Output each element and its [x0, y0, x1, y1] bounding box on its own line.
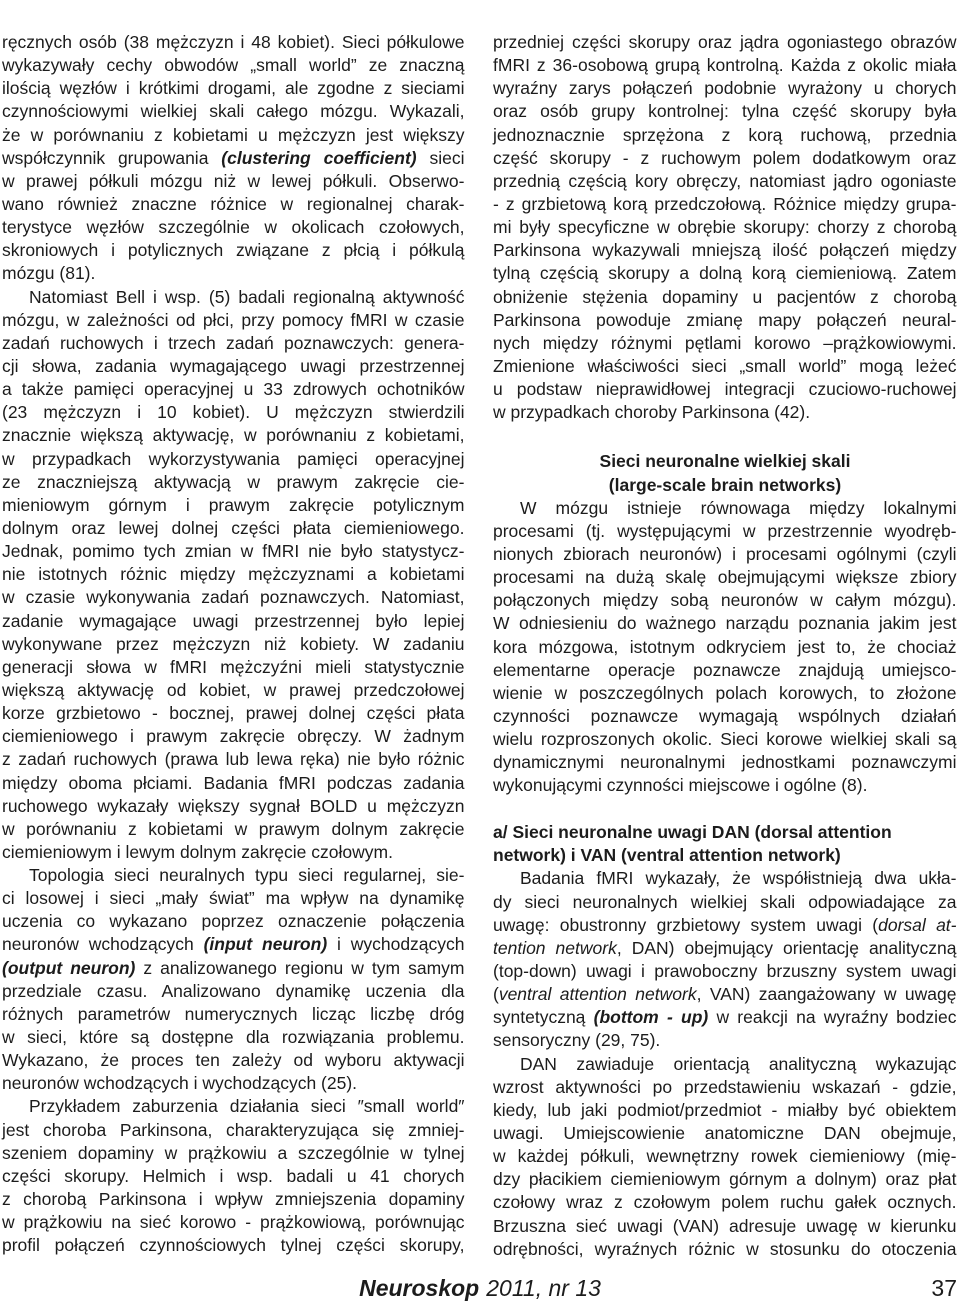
- paragraph: [2, 31, 465, 286]
- text-line: dolnym oraz lewej dolnej części płata ciemieniowego.: [2, 517, 465, 538]
- text-line: kiedy, lub jaki podmiot/przedmiot - miałby być obiektem: [493, 1099, 957, 1120]
- text-line: elementarne operacje poznawcze znajdują umiejsco-: [493, 659, 957, 680]
- text-line: Natomiast Bell i wsp. (5) badali regionalną aktywność: [29, 286, 465, 307]
- text-line: części skorupy. Helmich i wsp. badali u 41 chorych: [2, 1165, 465, 1186]
- text-line: ciemieniowym i lewym dolnym zakręcie czołowym.: [2, 841, 393, 862]
- page-footer: [0, 1274, 960, 1302]
- text-line: profil połączeń czynnościowych tylnej części skorupy,: [2, 1235, 465, 1256]
- text-line: czynności poznawcze wymagają wspólnych działań: [493, 705, 957, 726]
- text-line: w każdej półkuli, wewnętrzny rowek ciemieniowy (mię-: [493, 1146, 957, 1167]
- text-line: [493, 983, 957, 1006]
- text-line: [2, 957, 465, 980]
- journal-name: Neuroskop: [359, 1275, 480, 1301]
- text-line: w porównaniu z kobietami w prawym dolnym zakręcie: [2, 818, 465, 839]
- section-heading: [493, 450, 957, 496]
- text-line: wykazywały cechy obwodów „small world” ze znaczną: [2, 55, 465, 76]
- text-line: (23 mężczyzn i 10 kobiet). U mężczyzn stwierdzili: [2, 402, 465, 423]
- text-segment: , VAN) zaangażowany w uwagę: [696, 984, 957, 1005]
- text-line: z zadań ruchowych (prawa lub lewa ręka) nie było różnic: [2, 749, 465, 770]
- text-line: Topologia sieci neuralnych typu sieci regularnej, sie-: [29, 865, 465, 886]
- text-line: nie istotnych różnic między mężczyznami a kobietami: [2, 564, 465, 585]
- text-line: [493, 914, 957, 937]
- text-segment: neuronów wchodzących: [2, 934, 204, 955]
- text-line: że w porównaniu z kobietami u mężczyzn jest większy: [2, 124, 465, 145]
- text-line: z chorobą Parkinsona i wpływ zmniejszenia dopaminy: [2, 1189, 465, 1210]
- emphasized-term: (input neuron): [203, 934, 328, 955]
- text-line: przedziale czasu. Analizowano dynamikę uczenia dla: [2, 980, 465, 1001]
- right-column: [493, 31, 957, 1261]
- text-line: (top-down) uwagi i prawoboczny brzuszny system uwagi: [493, 961, 957, 982]
- text-line: neuronów wchodzących i wychodzących (25).: [2, 1073, 358, 1094]
- emphasized-term: (output neuron): [2, 957, 136, 978]
- text-line: wielu rozproszonych okolic. Sieci korowe wielkiej skali są: [493, 729, 957, 750]
- text-line: ze znaczniejszą aktywacją w prawym zakręcie cie-: [2, 471, 465, 492]
- text-line: wano również znaczne różnice w regionalnej charak-: [2, 193, 465, 214]
- text-line: generacji słowa w fMRI mężczyźni mieli statystycznie: [2, 656, 465, 677]
- text-line: Parkinsona wykazywali mniejszą ilość połączeń między: [493, 240, 957, 261]
- text-line: oraz osób grupy kontrolnej: tylna część skorupy była: [493, 101, 957, 122]
- text-line: zadanie wymagające uwagi przestrzennej było lepiej: [2, 610, 465, 631]
- emphasized-term: (bottom - up): [593, 1007, 709, 1028]
- text-line: zadań ruchowych i trzech zadań poznawczych: genera-: [2, 332, 465, 353]
- text-line: W mózgu istnieje równowaga między lokalnymi: [520, 497, 957, 518]
- text-line: Jednak, pomimo tych zmian w fMRI nie było statystycz-: [2, 541, 465, 562]
- text-line: uczenia co wykazano poprzez oznaczenie połączenia: [2, 911, 465, 932]
- text-line: nionych zbiorach neuronów) i procesami ogólnymi (czyli: [493, 543, 957, 564]
- text-line: cji słowa, zadania wymagającego uwagi przestrzennej: [2, 355, 465, 376]
- text-line: przedniej części skorupy oraz jądra ogoniastego obrazów: [493, 32, 957, 52]
- text-line: większą aktywację od kobiet, w prawej przedczołowej: [2, 679, 465, 700]
- text-line: przednią częścią kory obręczy, natomiast jądro ogoniaste: [493, 170, 957, 191]
- heading-line: (large-scale brain networks): [608, 474, 842, 495]
- text-line: ci losowej i sieci „mały świat” ma wpływ na dynamikę: [2, 888, 465, 909]
- text-line: W odniesieniu do ważnego narządu poznania jakim jest: [493, 613, 957, 634]
- text-line: dzy płacikiem ciemieniowym górnym a dolnym) oraz płat: [493, 1169, 957, 1190]
- text-line: DAN zawiaduje orientacją analityczną wykazując: [520, 1053, 957, 1074]
- text-line: ciemieniowego i prawym zakręcie obręczy. W żadnym: [2, 726, 465, 747]
- text-line: [2, 933, 465, 956]
- text-segment: współczynnik grupowania: [2, 147, 222, 168]
- text-line: - z grzbietową korą przedczołową. Różnice między grupa-: [493, 193, 957, 214]
- text-line: nych między różnymi pętlami korowo –prążkowiowymi.: [493, 332, 957, 353]
- text-line: różnych parametrów numerycznych licząc liczbę dróg: [2, 1003, 465, 1024]
- left-column: [2, 31, 465, 1257]
- subsection-heading: [493, 821, 957, 867]
- text-line: [493, 937, 957, 960]
- subheading-line: a/ Sieci neuronalne uwagi DAN (dorsal attention: [493, 822, 892, 843]
- subheading-line: network) i VAN (ventral attention network): [493, 845, 841, 866]
- text-line: Parkinsona powoduje zmianę mapy połączeń neural-: [493, 309, 957, 330]
- paragraph: [493, 497, 957, 798]
- text-line: korze grzbietowo - bocznej, prawej dolnej części płata: [2, 703, 465, 724]
- text-line: mózgu, w zależności od płci, przy pomocy fMRI w czasie: [2, 309, 465, 330]
- text-line: procesami (tj. występującymi w przestrzennie wyodręb-: [493, 520, 957, 541]
- text-line: Brzuszna sieć uwagi (VAN) adresuje uwagę w kierunku: [493, 1215, 957, 1236]
- paragraph: [2, 1095, 465, 1257]
- issue-label: 2011, nr 13: [486, 1275, 601, 1301]
- text-segment: z analizowanego regionu w tym samym: [135, 957, 465, 978]
- text-line: skroniowych i potylicznych związane z płcią i półkulą: [2, 240, 465, 261]
- text-line: w prawej półkuli mózgu niż w lewej półkuli. Obserwo-: [2, 170, 465, 191]
- text-line: czynnościowymi wielkiej skali całego mózgu. Wykazali,: [2, 101, 465, 122]
- emphasized-term: (clustering coefficient): [221, 147, 417, 168]
- paragraph: [493, 31, 957, 424]
- text-segment: syntetyczną: [493, 1007, 594, 1028]
- text-line: w czasie wykonywania zadań poznawczych. Natomiast,: [2, 587, 465, 608]
- text-line: dy sieci neuronalnych wielkiej skali odpowiadające za: [493, 891, 957, 912]
- page-number: 37: [931, 1275, 957, 1301]
- text-line: procesami na dużą skalę obejmującymi większe zbiory: [493, 567, 957, 588]
- text-line: czołowy wraz z czołowym polem ruchu gałek ocznych.: [493, 1192, 957, 1213]
- emphasized-term: ventral attention network: [498, 984, 697, 1005]
- text-line: Przykładem zaburzenia działania sieci ″small world″: [29, 1096, 465, 1117]
- paragraph: [493, 867, 957, 1052]
- heading-line: Sieci neuronalne wielkiej skali: [599, 451, 851, 472]
- text-line: między oboma płciami. Badania fMRI podczas zadania: [2, 772, 465, 793]
- text-line: odrębności, wyraźnych różnic w stosunku do otoczenia: [493, 1238, 957, 1259]
- text-line: w sieci, które są dostępne dla rozwiązania problemu.: [2, 1027, 465, 1048]
- text-line: ilością węzłów i krótkimi drogami, ale zgodne z sieciami: [2, 78, 465, 99]
- paragraph: [493, 1053, 957, 1261]
- text-line: część skorupy - z ruchowym polem dodatkowym oraz: [493, 147, 957, 168]
- text-line: wzrost aktywności po przedstawieniu wskazań - gdzie,: [493, 1076, 957, 1097]
- text-line: wykonującymi czynności miejscowe i ogólne (8).: [493, 775, 868, 796]
- text-line: Badania fMRI wykazały, że współistnieją dwa ukła-: [520, 868, 957, 889]
- text-segment: uwagę: obustronny grzbietowy system uwagi (: [493, 914, 879, 935]
- text-line: w prążkowiu na sieć korowo - prążkowiową, porównując: [2, 1212, 465, 1233]
- text-line: Wykazano, że proces ten zależy od wyboru aktywacji: [2, 1050, 465, 1071]
- text-line: Zmienione właściwości sieci „small world” mogą leżeć: [493, 355, 957, 376]
- text-line: [2, 147, 465, 170]
- text-segment: (: [493, 984, 499, 1005]
- text-line: u podstaw nieprawidłowej integracji czuciowo-ruchowej: [493, 379, 957, 400]
- text-line: kora mózgowa, istotnym odkryciem jest to, że chociaż: [493, 636, 957, 657]
- text-line: połączonych między sobą neuronów w całym mózgu).: [493, 590, 957, 611]
- text-segment: w reakcji na wyraźny bodziec: [708, 1007, 957, 1028]
- text-line: tylną częścią skorupy a dolną korą ciemieniową. Zatem: [493, 263, 957, 284]
- paragraph: [2, 864, 465, 1095]
- text-segment: i wychodzących: [327, 934, 465, 955]
- text-line: wykonywane przez mężczyzn niż kobiety. W zadaniu: [2, 633, 465, 654]
- text-line: sensoryczny (29, 75).: [493, 1030, 661, 1051]
- text-line: obniżenie stężenia dopaminy u pacjentów z chorobą: [493, 286, 957, 307]
- text-segment: , DAN) obejmujący orientację analityczną: [616, 937, 957, 958]
- emphasized-term: tention network: [493, 937, 617, 958]
- text-line: wyraźny zarys połączeń podobnie wyrażony u chorych: [493, 78, 957, 99]
- text-line: w przypadkach choroby Parkinsona (42).: [493, 402, 811, 423]
- text-line: a także pamięci operacyjnej u 33 zdrowych ochotników: [2, 379, 465, 400]
- text-line: dynamicznymi neuronalnymi jednostkami poznawczymi: [493, 752, 957, 773]
- text-line: mieniowym górnym i prawym zakręcie potylicznym: [2, 494, 465, 515]
- paragraph: [2, 286, 465, 865]
- text-line: mózgu (81).: [2, 263, 96, 284]
- text-line: jest choroba Parkinsona, charakteryzująca się zmniej-: [2, 1119, 465, 1140]
- text-line: uwagi. Umiejscowienie anatomiczne DAN obejmuje,: [493, 1123, 957, 1144]
- text-line: ruchowego wykazały większy sygnał BOLD u mężczyzn: [2, 795, 465, 816]
- text-line: terystyce węzłów szczególnie w okolicach czołowych,: [2, 217, 465, 238]
- emphasized-term: dorsal at-: [878, 914, 957, 935]
- text-line: jednoznacznie sprzężona z korą ruchową, przednia: [493, 124, 957, 145]
- text-line: w przypadkach wykorzystywania pamięci operacyjnej: [2, 448, 465, 469]
- text-line: ręcznych osób (38 mężczyzn i 48 kobiet). Sieci półkulowe: [2, 32, 465, 52]
- text-line: szeniem dopaminy w prążkowiu a szczególnie w tylnej: [2, 1142, 465, 1163]
- text-line: wienie w poszczególnych polach korowych, to złożone: [493, 682, 957, 703]
- text-line: fMRI z 36-osobową grupą kontrolną. Każda z okolic miała: [493, 55, 957, 76]
- text-segment: sieci: [416, 147, 465, 168]
- text-line: znacznie większą aktywację, w porównaniu z kobietami,: [2, 425, 465, 446]
- text-line: mi były specyficzne w obrębie skorupy: chorzy z chorobą: [493, 217, 957, 238]
- text-line: [493, 1006, 957, 1029]
